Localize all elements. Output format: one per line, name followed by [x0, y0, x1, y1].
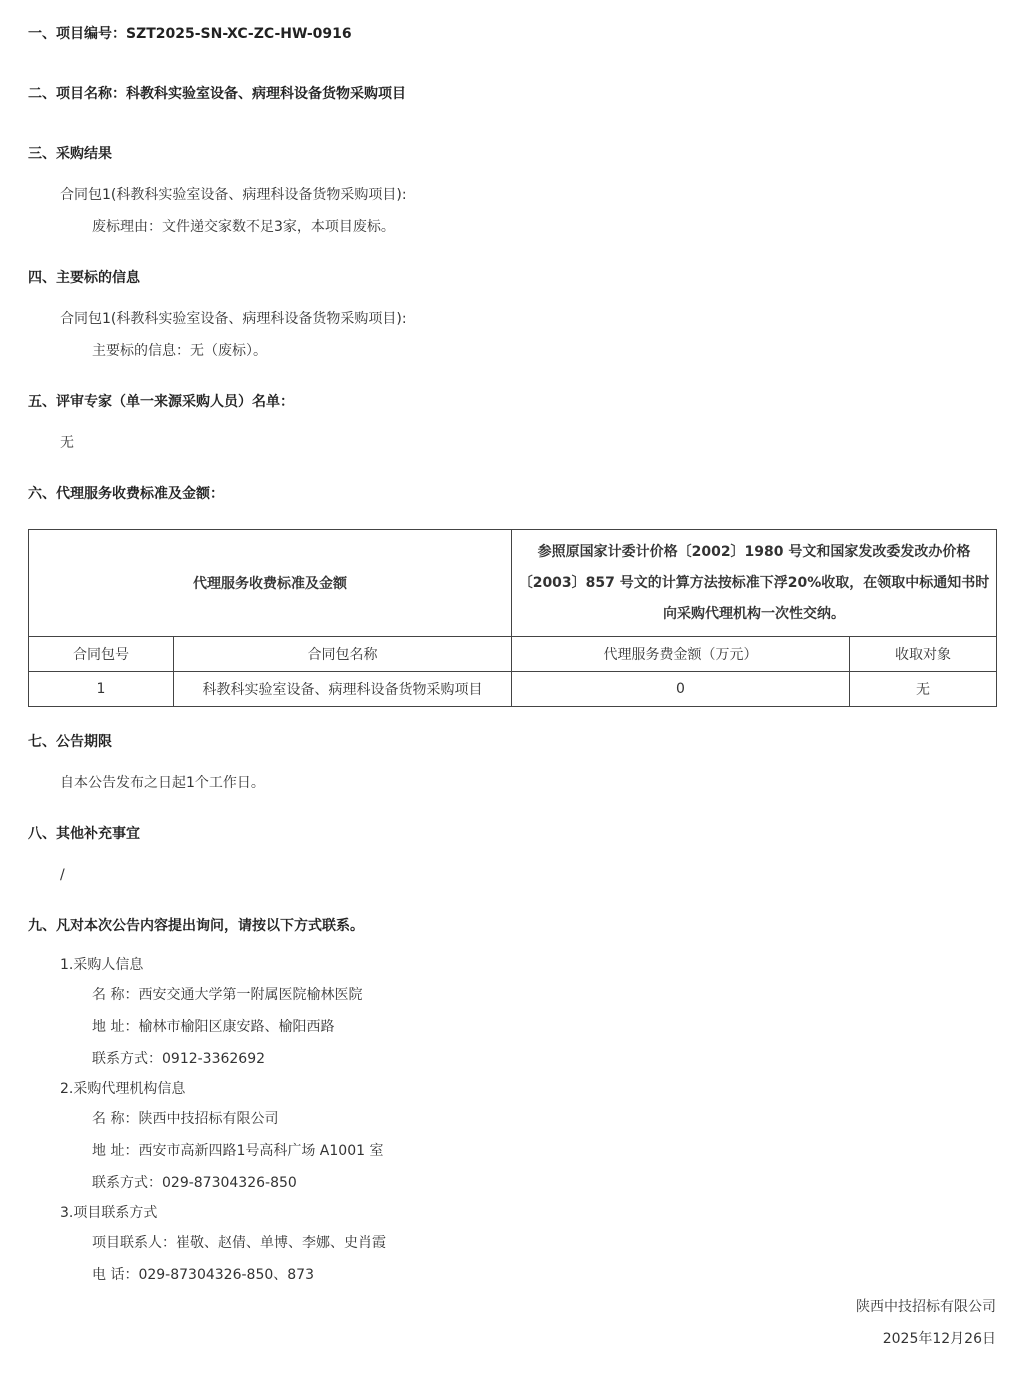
header-package-no: 合同包号	[29, 637, 174, 672]
cell-package-name: 科教科实验室设备、病理科设备货物采购项目	[174, 672, 512, 707]
agent-info-title: 2.采购代理机构信息	[60, 1081, 186, 1097]
project-name-label: 二、项目名称：	[28, 86, 126, 102]
buyer-contact: 联系方式：0912-3362692	[92, 1051, 266, 1067]
agency-fee-table	[28, 529, 997, 707]
table-header-row	[29, 637, 997, 672]
section-agency-fee: 六、代理服务收费标准及金额：	[28, 486, 224, 502]
header-package-name: 合同包名称	[174, 637, 512, 672]
project-name-value: 科教科实验室设备、病理科设备货物采购项目	[126, 86, 406, 102]
section-notice-period: 七、公告期限	[28, 734, 112, 750]
notice-period-value: 自本公告发布之日起1个工作日。	[60, 775, 265, 791]
section-contact: 九、凡对本次公告内容提出询问，请按以下方式联系。	[28, 918, 364, 934]
cell-fee-amount: 0	[512, 672, 850, 707]
section-main-subject: 四、主要标的信息	[28, 270, 140, 286]
section-other-matters: 八、其他补充事宜	[28, 826, 140, 842]
buyer-name: 名 称：西安交通大学第一附属医院榆林医院	[92, 987, 363, 1003]
project-number-value: SZT2025-SN-XC-ZC-HW-0916	[126, 26, 352, 42]
result-package: 合同包1(科教科实验室设备、病理科设备货物采购项目):	[60, 187, 407, 203]
footer-date: 2025年12月26日	[882, 1331, 996, 1347]
fee-standard-label: 代理服务收费标准及金额	[29, 530, 512, 637]
project-number	[28, 24, 352, 44]
cell-package-no: 1	[29, 672, 174, 707]
result-detail: 废标理由：文件递交家数不足3家，本项目废标。	[92, 219, 395, 235]
section-experts: 五、评审专家（单一来源采购人员）名单：	[28, 394, 294, 410]
section-procurement-result: 三、采购结果	[28, 146, 112, 162]
header-fee-amount: 代理服务费金额（万元）	[512, 637, 850, 672]
project-number-label: 一、项目编号：	[28, 26, 126, 42]
subject-detail: 主要标的信息：无（废标）。	[92, 343, 267, 359]
project-name	[28, 84, 406, 104]
buyer-info-title: 1.采购人信息	[60, 957, 144, 973]
table-row	[29, 672, 997, 707]
header-charge-target: 收取对象	[850, 637, 997, 672]
fee-standard-text: 参照原国家计委计价格〔2002〕1980 号文和国家发改委发改办价格〔2003〕857 号文的计算方法按标准下浮20%收取，在领取中标通知书时向采购代理机构一次性交纳。	[512, 530, 997, 637]
buyer-address: 地 址：榆林市榆阳区康安路、榆阳西路	[92, 1019, 335, 1035]
other-matters-value: /	[60, 867, 65, 883]
subject-package: 合同包1(科教科实验室设备、病理科设备货物采购项目):	[60, 311, 407, 327]
project-contact-title: 3.项目联系方式	[60, 1205, 158, 1221]
agent-address: 地 址：西安市高新四路1号高科广场 A1001 室	[92, 1143, 384, 1159]
fee-standard-row	[29, 530, 997, 637]
footer-company: 陕西中技招标有限公司	[856, 1299, 996, 1315]
agent-contact: 联系方式：029-87304326-850	[92, 1175, 297, 1191]
project-contact-phone: 电 话：029-87304326-850、873	[92, 1267, 314, 1283]
experts-value: 无	[60, 435, 74, 451]
project-contact-people: 项目联系人：崔敬、赵倩、单博、李娜、史肖霞	[92, 1235, 386, 1251]
cell-charge-target: 无	[850, 672, 997, 707]
agent-name: 名 称：陕西中技招标有限公司	[92, 1111, 279, 1127]
